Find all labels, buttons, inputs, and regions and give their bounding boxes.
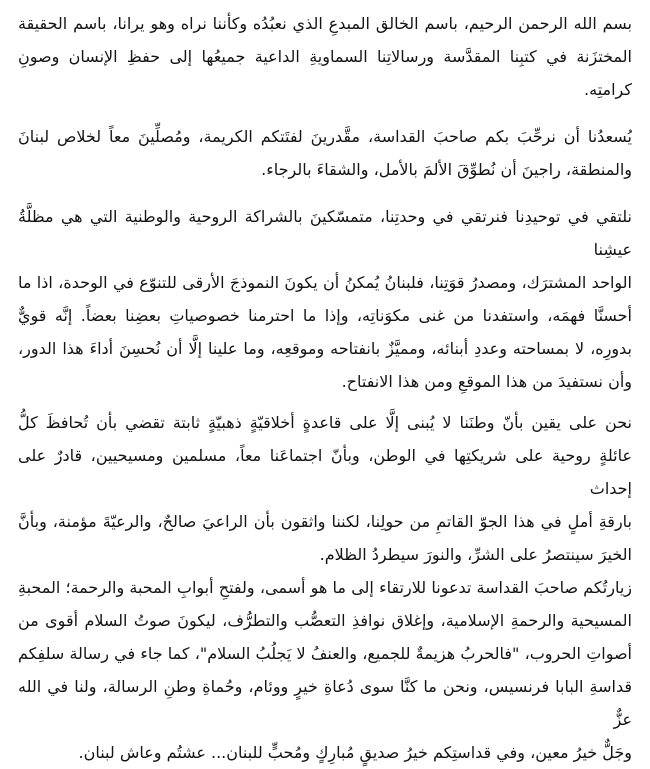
- text-line: وجَلٌّ خيرُ معين، وفي قداستِكم خيرُ صديقٍ مُبارِكٍ ومُحبٍّ للبنان... عشتُم وعاش لبنان.: [78, 743, 632, 762]
- paragraph-closing: [18, 571, 632, 769]
- text-line: نلتقي في توحيدِنا فنرتقي في وحدتِنا، متمسّكينَ بالشراكة الروحية والوطنية التي هي مظلَّةُ عيشِنا: [18, 207, 632, 259]
- text-line: المختزَنة في كتبِنا المقدَّسة ورسالاتِنا السماويةِ الداعية جميعُها إلى حفظِ الإنسان وصونِ كرامتِه.: [18, 47, 632, 99]
- document-page: [18, 7, 632, 762]
- text-line: الخيرَ سينتصرُ على الشرِّ، والنورَ سيطردُ الظلام.: [319, 545, 632, 564]
- text-line: زيارتُكم صاحبَ القداسة تدعونا للارتقاء إلى ما هو أسمى، ولفتحِ أبوابِ المحبة والرحمة؛ المحبةِ: [18, 578, 632, 597]
- text-line: بارقةِ أملٍ في هذا الجوّ القاتمِ من حولِنا، لكننا واثقون بأن الراعيَ صالحٌ، والرعيّةَ مؤمنة، وبأنَّ: [18, 512, 632, 531]
- text-line: نحن على يقين بأنّ وطنَنا لا يُبنى إلَّا على قاعدةٍ أخلاقيّةٍ ذهبيّةٍ ثابتة تقضي بأن تُحافظَ كلُّ: [18, 413, 632, 432]
- paragraph-unity: [18, 200, 632, 398]
- text-line: أحسنَّا فهمَه، واستفدنا من غنى مكوَناتِه، وإذا ما احترمنا خصوصياتِ بعضِنا بعضاً. إنَّه قويٌّ: [18, 306, 632, 325]
- text-line: يُسعدُنا أن نرحِّبَ بكم صاحبَ القداسة، مقَّدرينَ لفتَتكم الكريمة، ومُصلِّينَ معاً لخلاص لبنانَ: [18, 127, 632, 146]
- text-line: وأن نستفيدَ من هذا الموقعِ ومن هذا الانفتاح.: [341, 372, 632, 391]
- text-line: بدورِه، لا بمساحته وعددِ أبنائه، ومميَّزٌ بانفتاحه وموقعِه، وما علينا إلَّا أن نُحسِنَ أداءَ هذا الدور،: [18, 339, 632, 358]
- text-line: أصواتِ الحروب، "فالحربُ هزيمةٌ للجميع، والعنفُ لا يَجلُبُ السلام"، كما جاء في رسالة سلفِكم: [18, 644, 632, 663]
- paragraph-conviction: [18, 406, 632, 571]
- text-line: والمنطقة، راجينَ أن نُطوِّقَ الألمَ بالأمل، والشقاءَ بالرجاء.: [261, 160, 632, 179]
- text-line: عائلةٍ روحية على شريكتِها في الوطن، وبأنّ اجتماعَنا معاً، مسلمين ومسيحيين، قادرٌ على إحداث: [18, 446, 632, 498]
- text-line: الواحد المشترَك، ومصدرُ قوَتِنا، فلبنانُ يُمكنُ أن يكونَ النموذجَ الأرقى للتنوّع في الوحدة، اذا ما: [18, 273, 632, 292]
- text-line: قداسةِ البابا فرنسيس، ونحن ما كنَّا سوى دُعاةِ خيرٍ ووئام، وحُماةِ وطنِ الرسالة، ولنا في الله عزٌّ: [18, 677, 632, 729]
- text-line: بسم الله الرحمن الرحيم، باسم الخالق المبدعِ الذي نعبُدُه وكأننا نراه وهو يرانا، باسم الحقيقة: [18, 14, 632, 33]
- paragraph-basmala: [18, 7, 632, 106]
- text-line: المسيحية والرحمةِ الإسلامية، وإغلاق نوافذِ التعصُّب والتطرُّف، ليكونَ صوتُ السلام أقوى من: [18, 611, 632, 630]
- paragraph-welcome: [18, 120, 632, 186]
